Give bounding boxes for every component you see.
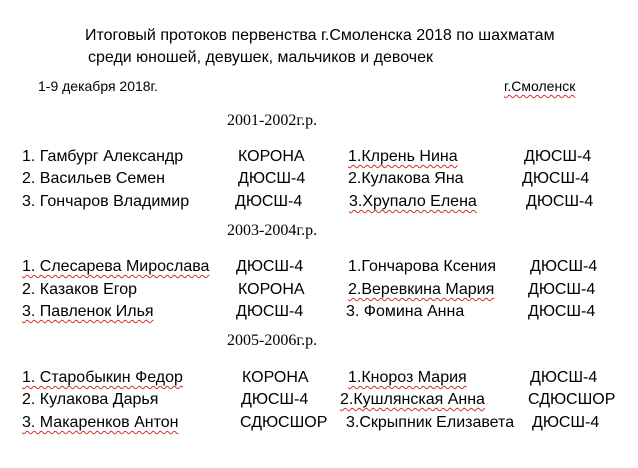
event-city: г.Смоленск (504, 78, 576, 94)
boy-entry: 2. Кулакова Дарья (22, 391, 159, 408)
boy-entry: 2. Казаков Егор (22, 281, 138, 298)
girl-team: ДЮСШ-4 (528, 303, 596, 320)
boy-entry: 3. Гончаров Владимир (22, 193, 190, 210)
girl-team: СДЮСШОР (528, 391, 616, 408)
boy-team: КОРОНА (238, 148, 305, 165)
boy-entry: 1. Гамбург Александр (22, 148, 184, 165)
boy-entry: 3. Макаренков Антон (22, 414, 179, 431)
girl-entry: 2.Кулакова Яна (348, 170, 464, 187)
girl-entry: 3. Фомина Анна (346, 303, 465, 320)
group-heading-2005-2006: 2005-2006г.р. (227, 332, 318, 349)
boy-team: КОРОНА (238, 281, 305, 298)
girl-team: ДЮСШ-4 (526, 193, 594, 210)
girl-entry: 1.Кнороз Мария (348, 369, 467, 386)
girl-team: ДЮСШ-4 (530, 258, 598, 275)
girl-entry: 1.Гончарова Ксения (348, 258, 497, 275)
boy-team: ДЮСШ-4 (235, 193, 303, 210)
girl-entry: 2.Веревкина Мария (348, 281, 495, 298)
group-heading-2001-2002: 2001-2002г.р. (227, 112, 318, 129)
boy-team: ДЮСШ-4 (236, 258, 304, 275)
document-title-line2: среди юношей, девушек, мальчиков и девочек (88, 49, 433, 66)
boy-entry: 3. Павленок Илья (22, 303, 154, 320)
boy-team: ДЮСШ-4 (241, 391, 309, 408)
girl-team: ДЮСШ-4 (532, 414, 600, 431)
boy-team: ДЮСШ-4 (238, 170, 306, 187)
girl-team: ДЮСШ-4 (528, 281, 596, 298)
boy-team: СДЮСШОР (240, 414, 328, 431)
girl-team: ДЮСШ-4 (530, 369, 598, 386)
document-title-line1: Итоговый протоков первенства г.Смоленска 2018 по шахматам (85, 27, 555, 44)
girl-entry: 3.Скрыпник Елизавета (346, 414, 515, 431)
boy-entry: 1. Слесарева Мирослава (22, 258, 210, 275)
group-heading-2003-2004: 2003-2004г.р. (227, 222, 318, 239)
boy-team: КОРОНА (242, 369, 309, 386)
girl-entry: 2.Кушлянская Анна (340, 391, 485, 408)
girl-team: ДЮСШ-4 (522, 170, 590, 187)
girl-team: ДЮСШ-4 (524, 148, 592, 165)
boy-entry: 2. Васильев Семен (22, 170, 165, 187)
girl-entry: 1.Клрень Нина (348, 148, 458, 165)
event-dates: 1-9 декабря 2018г. (38, 78, 158, 94)
boy-entry: 1. Старобыкин Федор (22, 369, 183, 386)
boy-team: ДЮСШ-4 (236, 303, 304, 320)
girl-entry: 3.Хрупало Елена (349, 193, 477, 210)
